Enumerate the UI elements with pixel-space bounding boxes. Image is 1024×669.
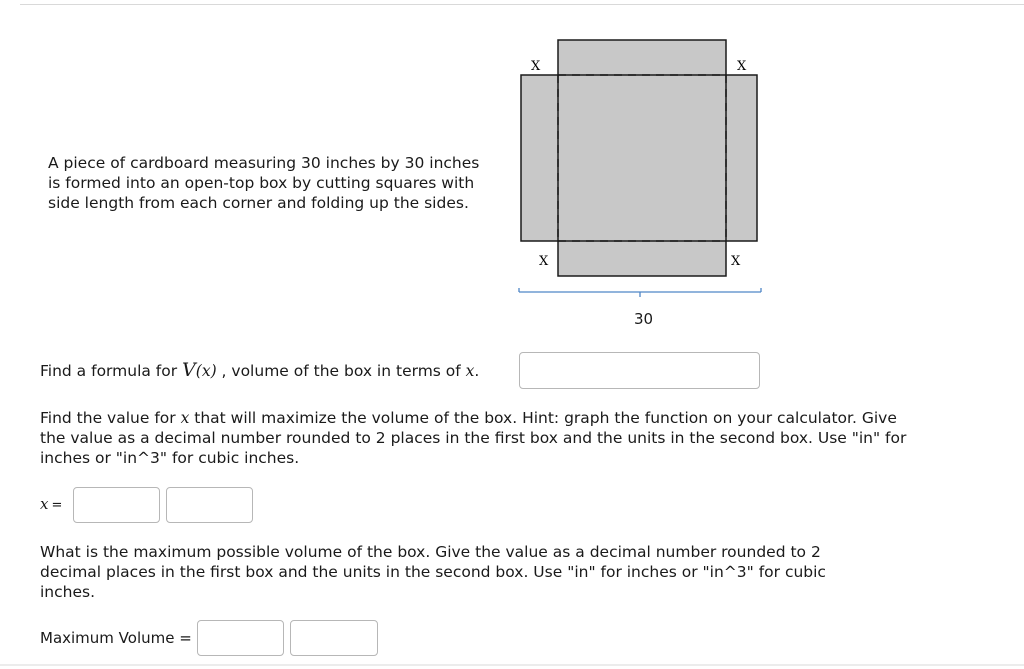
dimension-line (519, 288, 761, 297)
x-value-input[interactable] (73, 487, 160, 523)
left-flap (521, 75, 558, 241)
problem-intro: A piece of cardboard measuring 30 inches by 30 inches is formed into an open-top box by cutting squares with side length from each corner and folding up the sides. (48, 154, 480, 212)
bottom-divider (0, 664, 1024, 666)
function-symbol: V (182, 359, 196, 381)
top-flap (558, 40, 726, 75)
formula-answer-input[interactable] (519, 352, 760, 389)
x-unit-input[interactable] (166, 487, 253, 523)
max-volume-value-input[interactable] (197, 620, 284, 656)
max-volume-unit-input[interactable] (290, 620, 378, 656)
x-answer-label (40, 494, 62, 516)
function-argument: (x) (195, 362, 217, 380)
question-maximize (40, 408, 910, 468)
question-formula-suffix: . (474, 362, 480, 380)
base-square (558, 75, 726, 241)
corner-label-top-right: X (737, 59, 747, 74)
corner-label-bottom-left: X (539, 254, 549, 269)
equals-sign: = (51, 498, 63, 513)
question-maximize-rest: that will maximize the volume of the box. Hint: graph the function on your calculator. Give the value as a decimal number rounded to 2 places in the first box and the units in the second box. Use "in" for inches or "in^3" for cubic inches. (40, 409, 907, 467)
bottom-flap (558, 241, 726, 276)
question-maximize-prefix: Find the value for (40, 409, 181, 427)
question-formula (40, 360, 520, 381)
corner-label-top-left: X (531, 59, 541, 74)
question-formula-middle: , volume of the box in terms of (216, 362, 466, 380)
max-volume-label: Maximum Volume = (40, 629, 192, 647)
variable-symbol: x (465, 362, 475, 380)
question-max-volume: What is the maximum possible volume of the box. Give the value as a decimal number rounded to 2 decimal places in the first box and the units in the second box. Use "in" for inches or "in^3" for cubic inches. (40, 543, 826, 601)
dimension-label: 30 (634, 310, 654, 328)
variable-symbol: x (40, 495, 49, 513)
variable-symbol: x (180, 409, 190, 427)
right-flap (726, 75, 757, 241)
corner-label-bottom-right: X (731, 254, 741, 269)
question-formula-prefix: Find a formula for (40, 362, 183, 380)
